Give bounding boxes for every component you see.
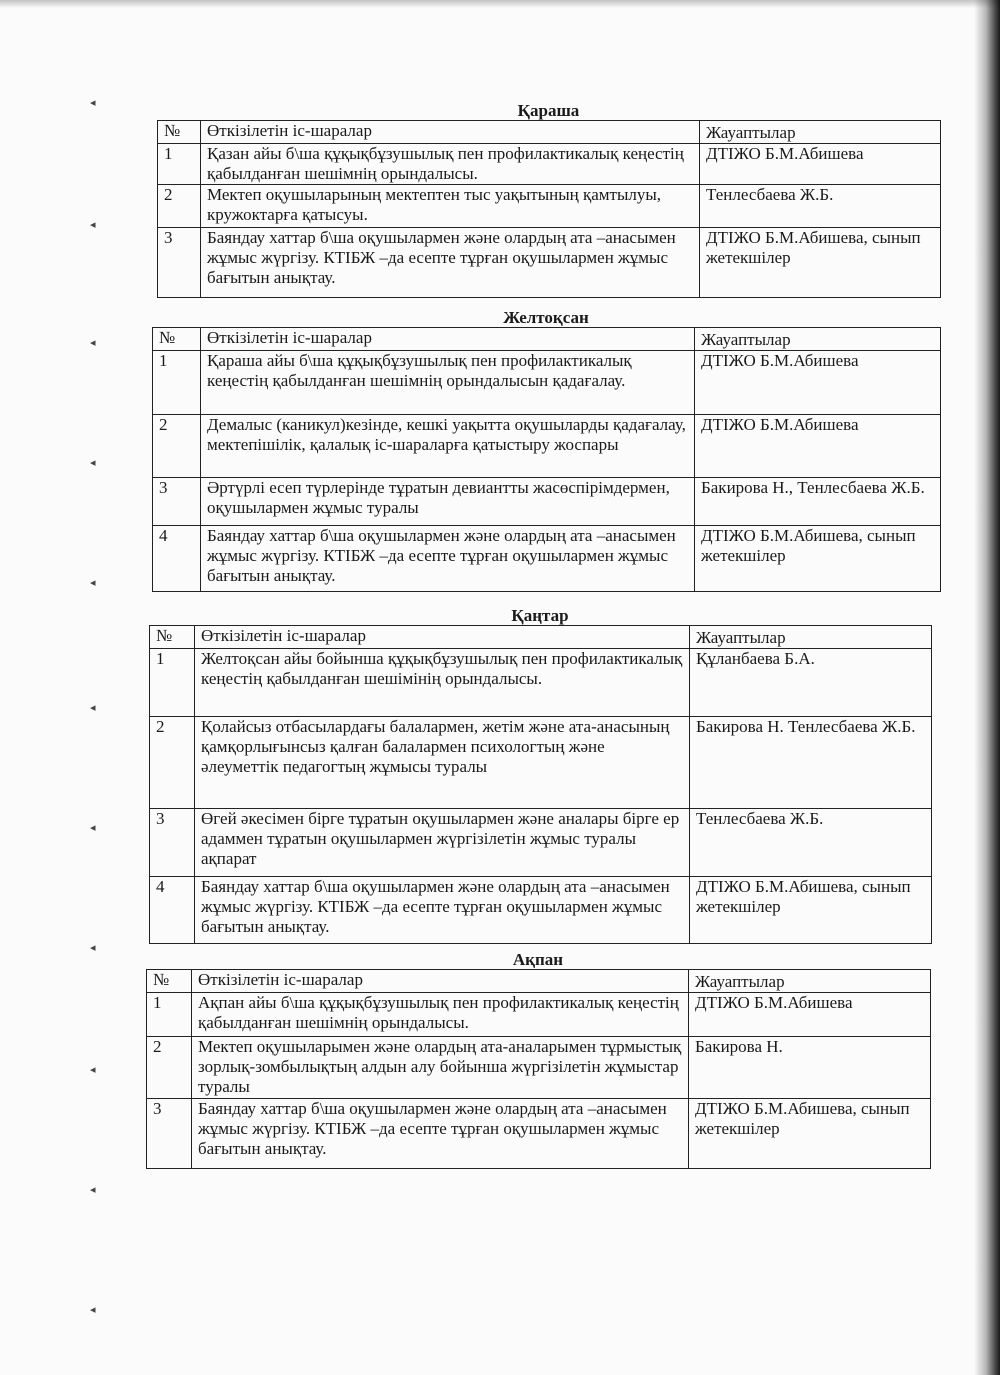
row-activity: Өгей әкесімен бірге тұратын оқушылармен және аналары бірге ер адаммен тұратын оқушылармен жүргізілетін жұмыс туралы ақпарат: [195, 809, 690, 877]
header-activity: Өткізілетін іс-шаралар: [195, 626, 690, 649]
table-header-row: [153, 328, 941, 351]
month-section: [146, 951, 930, 1169]
activity-table: [149, 625, 932, 944]
row-activity: Қолайсыз отбасылардағы балалармен, жетім және ата-анасының қамқорлығынсыз қалған балалармен психологтың және әлеуметтік педагогтың жұмысы туралы: [195, 717, 690, 809]
row-activity: Баяндау хаттар б\ша оқушылармен және олардың ата –анасымен жұмыс жүргізу. КТІБЖ –да есепте тұрған оқушылармен жұмыс бағытын анықтау.: [192, 1099, 689, 1169]
table-header-row: [150, 626, 932, 649]
activity-table: [157, 120, 941, 298]
row-responsible: Бакирова Н.: [689, 1037, 931, 1099]
table-row: [153, 415, 941, 478]
month-section: [152, 309, 940, 592]
header-num: №: [150, 626, 195, 649]
row-num: 4: [153, 526, 201, 592]
row-activity: Мектеп оқушыларымен және олардың ата-аналарымен тұрмыстық зорлық-зомбылықтың алдын алу бойынша жүргізілетін жұмыстар туралы: [192, 1037, 689, 1099]
row-responsible: ДТІЖО Б.М.Абишева, сынып жетекшілер: [700, 228, 941, 298]
row-responsible: ДТІЖО Б.М.Абишева: [695, 351, 941, 415]
row-responsible: ДТІЖО Б.М.Абишева: [689, 993, 931, 1037]
activity-table: [152, 327, 941, 592]
header-responsible: Жауаптылар: [695, 328, 941, 351]
row-responsible: ДТІЖО Б.М.Абишева, сынып жетекшілер: [695, 526, 941, 592]
table-header-row: [158, 121, 941, 144]
header-activity: Өткізілетін іс-шаралар: [201, 328, 695, 351]
row-num: 2: [150, 717, 195, 809]
row-num: 2: [158, 185, 201, 228]
table-row: [153, 478, 941, 526]
row-responsible: ДТІЖО Б.М.Абишева: [700, 144, 941, 185]
row-num: 1: [147, 993, 192, 1037]
punch-mark: ◂: [90, 702, 96, 714]
month-title: Қаңтар: [511, 606, 569, 625]
row-responsible: Құланбаева Б.А.: [690, 649, 932, 717]
row-activity: Баяндау хаттар б\ша оқушылармен және олардың ата –анасымен жұмыс жүргізу. КТІБЖ –да есепте тұрған оқушылармен жұмыс бағытын анықтау.: [195, 877, 690, 944]
row-num: 1: [158, 144, 201, 185]
row-num: 3: [158, 228, 201, 298]
row-responsible: ДТІЖО Б.М.Абишева, сынып жетекшілер: [690, 877, 932, 944]
punch-mark: ◂: [90, 577, 96, 589]
activity-table: [146, 969, 931, 1169]
punch-mark: ◂: [90, 337, 96, 349]
table-row: [153, 351, 941, 415]
month-title: Ақпан: [512, 950, 564, 969]
header-num: №: [147, 970, 192, 993]
table-row: [150, 877, 932, 944]
table-row: [158, 228, 941, 298]
punch-mark: ◂: [90, 1064, 96, 1076]
row-activity: Демалыс (каникул)кезінде, кешкі уақытта оқушыларды қадағалау, мектепішілік, қалалық іс-шараларға қатыстыру жоспары: [201, 415, 695, 478]
row-activity: Қараша айы б\ша құқықбұзушылық пен профилактикалық кеңестің қабылданған шешімнің орындалысын қадағалау.: [201, 351, 695, 415]
punch-mark: ◂: [90, 942, 96, 954]
scan-right-shadow: [974, 0, 1000, 1375]
header-responsible: Жауаптылар: [690, 626, 932, 649]
row-responsible: Бакирова Н. Тенлесбаева Ж.Б.: [690, 717, 932, 809]
table-row: [150, 809, 932, 877]
punch-mark: ◂: [90, 219, 96, 231]
table-row: [158, 185, 941, 228]
row-num: 1: [153, 351, 201, 415]
table-row: [150, 649, 932, 717]
table-row: [153, 526, 941, 592]
punch-mark: ◂: [90, 97, 96, 109]
header-responsible: Жауаптылар: [700, 121, 941, 144]
row-num: 3: [150, 809, 195, 877]
table-row: [147, 1037, 931, 1099]
month-title: Желтоқсан: [503, 308, 589, 327]
row-responsible: Тенлесбаева Ж.Б.: [700, 185, 941, 228]
punch-mark: ◂: [90, 457, 96, 469]
header-activity: Өткізілетін іс-шаралар: [201, 121, 700, 144]
header-activity: Өткізілетін іс-шаралар: [192, 970, 689, 993]
table-row: [147, 993, 931, 1037]
row-activity: Баяндау хаттар б\ша оқушылармен және олардың ата –анасымен жұмыс жүргізу. КТІБЖ –да есепте тұрған оқушылармен жұмыс бағытын анықтау.: [201, 526, 695, 592]
row-activity: Мектеп оқушыларының мектептен тыс уақытының қамтылуы, кружоктарға қатысуы.: [201, 185, 700, 228]
month-section: [157, 102, 940, 298]
row-activity: Баяндау хаттар б\ша оқушылармен және олардың ата –анасымен жұмыс жүргізу. КТІБЖ –да есепте тұрған оқушылармен жұмыс бағытын анықтау.: [201, 228, 700, 298]
row-responsible: Тенлесбаева Ж.Б.: [690, 809, 932, 877]
month-title: Қараша: [517, 101, 580, 120]
row-activity: Қазан айы б\ша құқықбұзушылық пен профилактикалық кеңестің қабылданған шешімнің орындалысы.: [201, 144, 700, 185]
table-row: [147, 1099, 931, 1169]
table-header-row: [147, 970, 931, 993]
table-row: [158, 144, 941, 185]
table-row: [150, 717, 932, 809]
header-num: №: [153, 328, 201, 351]
header-num: №: [158, 121, 201, 144]
row-num: 1: [150, 649, 195, 717]
row-activity: Желтоқсан айы бойынша құқықбұзушылық пен профилактикалық кеңестің қабылданған шешімінің орындалысы.: [195, 649, 690, 717]
row-responsible: ДТІЖО Б.М.Абишева: [695, 415, 941, 478]
row-activity: Әртүрлі есеп түрлерінде тұратын девиантты жасөспірімдермен, оқушылармен жұмыс туралы: [201, 478, 695, 526]
row-responsible: ДТІЖО Б.М.Абишева, сынып жетекшілер: [689, 1099, 931, 1169]
row-num: 2: [153, 415, 201, 478]
punch-mark: ◂: [90, 822, 96, 834]
punch-mark: ◂: [90, 1184, 96, 1196]
month-section: [149, 607, 931, 944]
row-responsible: Бакирова Н., Тенлесбаева Ж.Б.: [695, 478, 941, 526]
scan-top-shadow: [0, 0, 1000, 8]
row-activity: Ақпан айы б\ша құқықбұзушылық пен профилактикалық кеңестің қабылданған шешімнің орындалысы.: [192, 993, 689, 1037]
punch-mark: ◂: [90, 1304, 96, 1316]
row-num: 3: [153, 478, 201, 526]
row-num: 4: [150, 877, 195, 944]
row-num: 2: [147, 1037, 192, 1099]
row-num: 3: [147, 1099, 192, 1169]
header-responsible: Жауаптылар: [689, 970, 931, 993]
